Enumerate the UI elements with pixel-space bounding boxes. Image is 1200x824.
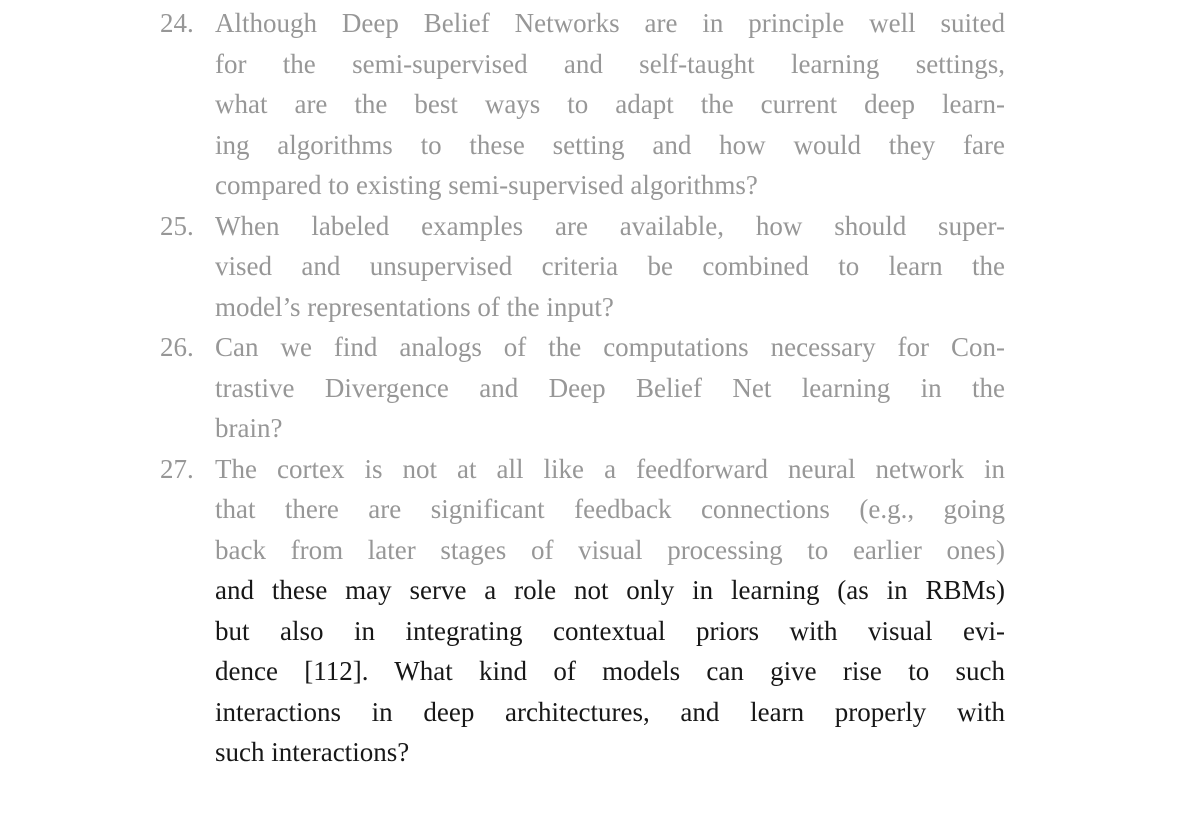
text-line: that there are significant feedback connections (e.g., going bbox=[215, 494, 1005, 524]
item-number: 25. bbox=[160, 210, 194, 241]
text-line: The cortex is not at all like a feedforward neural network in bbox=[215, 453, 1005, 484]
text-line: brain? bbox=[215, 413, 283, 443]
text-line: back from later stages of visual processing to earlier ones) bbox=[215, 534, 1005, 565]
text-line: vised and unsupervised criteria be combined to learn the bbox=[215, 251, 1005, 281]
text-line: ing algorithms to these setting and how would they fare bbox=[215, 129, 1005, 160]
text-line: dence [112]. What kind of models can give rise to such bbox=[215, 656, 1005, 686]
text-line: Can we find analogs of the computations necessary for Con- bbox=[215, 332, 1005, 362]
item-number: 26. bbox=[160, 332, 194, 362]
question-list bbox=[160, 3, 1005, 773]
item-text bbox=[215, 449, 1005, 773]
list-item bbox=[160, 449, 1005, 773]
list-item bbox=[160, 206, 1005, 328]
list-item bbox=[160, 327, 1005, 449]
text-line: When labeled examples are available, how should super- bbox=[215, 210, 1005, 241]
text-line: and these may serve a role not only in learning (as in RBMs) bbox=[215, 575, 1005, 605]
item-text bbox=[215, 327, 1005, 449]
item-number: 24. bbox=[160, 8, 194, 38]
list-item bbox=[160, 3, 1005, 206]
text-line: trastive Divergence and Deep Belief Net learning in the bbox=[215, 372, 1005, 403]
text-line: compared to existing semi-supervised algorithms? bbox=[215, 170, 758, 200]
text-line: interactions in deep architectures, and learn properly with bbox=[215, 696, 1005, 727]
text-line: but also in integrating contextual priors with visual evi- bbox=[215, 615, 1005, 646]
item-text bbox=[215, 3, 1005, 206]
item-text bbox=[215, 206, 1005, 328]
text-line: what are the best ways to adapt the current deep learn- bbox=[215, 89, 1005, 119]
text-line: for the semi-supervised and self-taught learning settings, bbox=[215, 48, 1005, 79]
text-line: Although Deep Belief Networks are in principle well suited bbox=[215, 8, 1005, 38]
text-line: such interactions? bbox=[215, 737, 410, 767]
item-number: 27. bbox=[160, 453, 194, 484]
text-line: model’s representations of the input? bbox=[215, 291, 614, 322]
